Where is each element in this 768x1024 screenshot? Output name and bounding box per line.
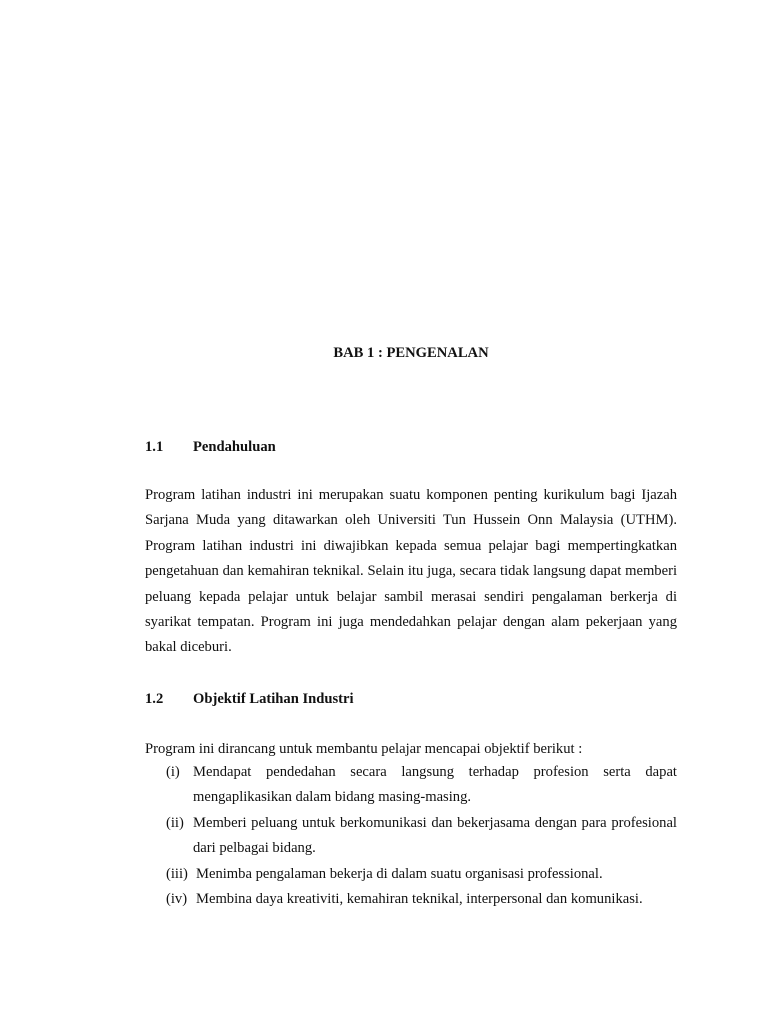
- objective-text: Mendapat pendedahan secara langsung terhadap profesion serta dapat mengaplikasikan dalam bidang masing-masing.: [193, 764, 677, 806]
- objective-marker: (ii): [166, 815, 184, 831]
- objective-marker: (iii): [166, 866, 188, 882]
- section-title: Objektif Latihan Industri: [193, 691, 354, 707]
- objective-text: Membina daya kreativiti, kemahiran teknikal, interpersonal dan komunikasi.: [196, 891, 643, 907]
- objective-marker: (i): [166, 764, 180, 780]
- objective-text: Memberi peluang untuk berkomunikasi dan bekerjasama dengan para profesional dari pelbagai bidang.: [193, 815, 677, 857]
- section-heading-objektif: [145, 691, 354, 708]
- objektif-intro: Program ini dirancang untuk membantu pelajar mencapai objektif berikut :: [145, 741, 583, 757]
- objective-item: [166, 862, 677, 887]
- section-number: 1.1: [145, 439, 164, 455]
- objective-item: [166, 811, 677, 862]
- objective-text: Menimba pengalaman bekerja di dalam suatu organisasi professional.: [196, 866, 603, 882]
- chapter-title: BAB 1 : PENGENALAN: [333, 345, 489, 361]
- pendahuluan-paragraph: Program latihan industri ini merupakan suatu komponen penting kurikulum bagi Ijazah Sarjana Muda yang ditawarkan oleh Universiti Tun Hussein Onn Malaysia (UTHM). Program latihan industri ini diwajibkan kepada semua pelajar bagi mempertingkatkan pengetahuan dan kemahiran teknikal. Selain itu juga, secara tidak langsung dapat memberi peluang kepada pelajar untuk belajar sambil merasai sendiri pengalaman berkerja di syarikat tempatan. Program ini juga mendedahkan pelajar dengan alam pekerjaan yang bakal diceburi.: [145, 487, 677, 656]
- section-title: Pendahuluan: [193, 439, 276, 455]
- section-number: 1.2: [145, 691, 164, 707]
- objective-item: [166, 887, 677, 912]
- objective-item: [166, 760, 677, 811]
- section-heading-pendahuluan: [145, 439, 276, 456]
- objective-marker: (iv): [166, 891, 188, 907]
